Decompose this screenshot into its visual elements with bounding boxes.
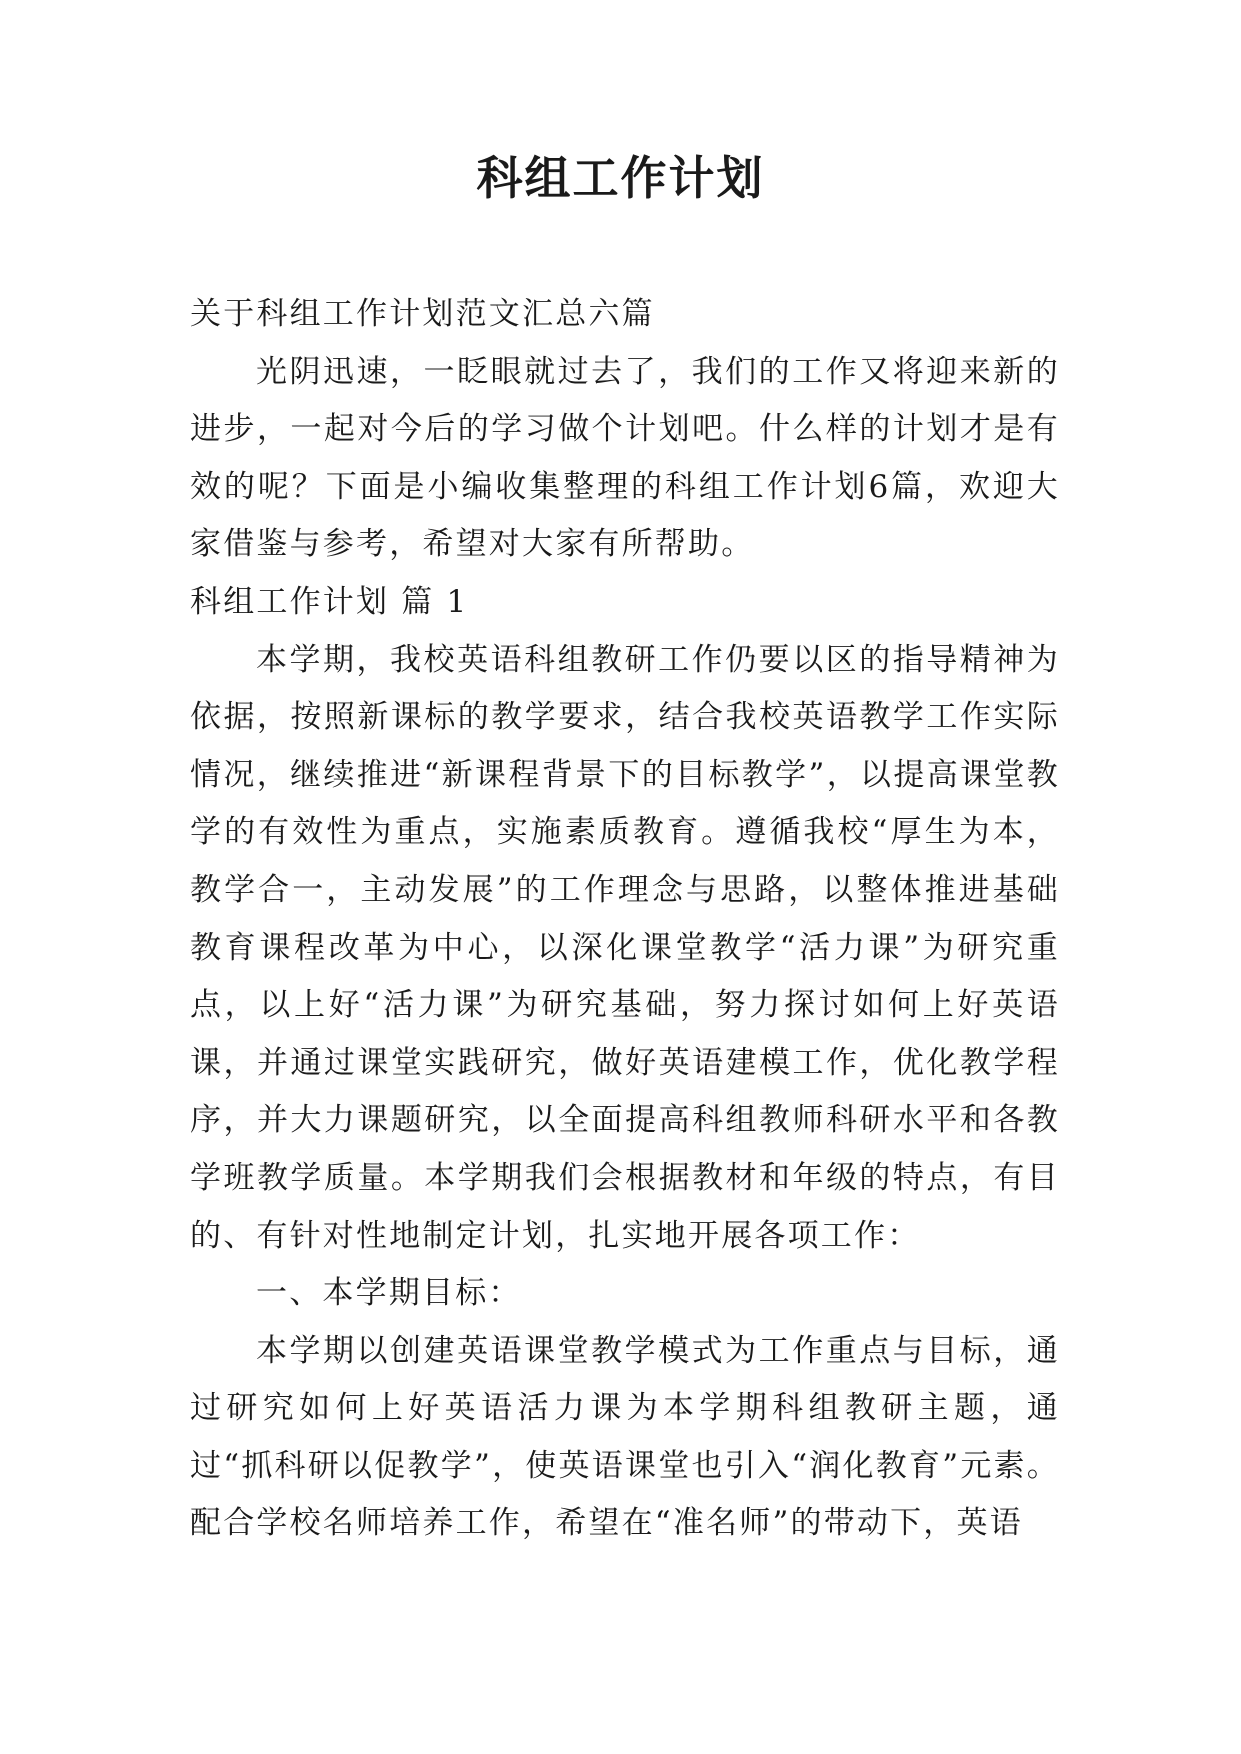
document-body — [190, 286, 1060, 1553]
section-heading: 科组工作计划 篇 1 — [190, 583, 469, 620]
intro-paragraph: 光阴迅速，一眨眼就过去了，我们的工作又将迎来新的进步，一起对今后的学习做个计划吧。什么样的计划才是有效的呢？下面是小编收集整理的科组工作计划6篇，欢迎大家借鉴与参考，希望对大家有所帮助。 — [190, 353, 1060, 563]
document-subtitle: 关于科组工作计划范文汇总六篇 — [190, 296, 655, 332]
body-paragraph: 本学期以创建英语课堂教学模式为工作重点与目标，通过研究如何上好英语活力课为本学期科组教研主题，通过“抓科研以促教学”，使英语课堂也引入“润化教育”元素。配合学校名师培养工作，希望在“准名师”的带动下，英语 — [190, 1332, 1060, 1542]
body-paragraph: 本学期，我校英语科组教研工作仍要以区的指导精神为依据，按照新课标的教学要求，结合我校英语教学工作实际情况，继续推进“新课程背景下的目标教学”，以提高课堂教学的有效性为重点，实施素质教育。遵循我校“厚生为本，教学合一，主动发展”的工作理念与思路，以整体推进基础教育课程改革为中心，以深化课堂教学“活力课”为研究重点，以上好“活力课”为研究基础，努力探讨如何上好英语课，并通过课堂实践研究，做好英语建模工作，优化教学程序，并大力课题研究，以全面提高科组教师科研水平和各教学班教学质量。本学期我们会根据教材和年级的特点，有目的、有针对性地制定计划，扎实地开展各项工作： — [190, 641, 1060, 1254]
document-title: 科组工作计划 — [476, 151, 765, 205]
subheading: 一、本学期目标： — [256, 1275, 522, 1312]
